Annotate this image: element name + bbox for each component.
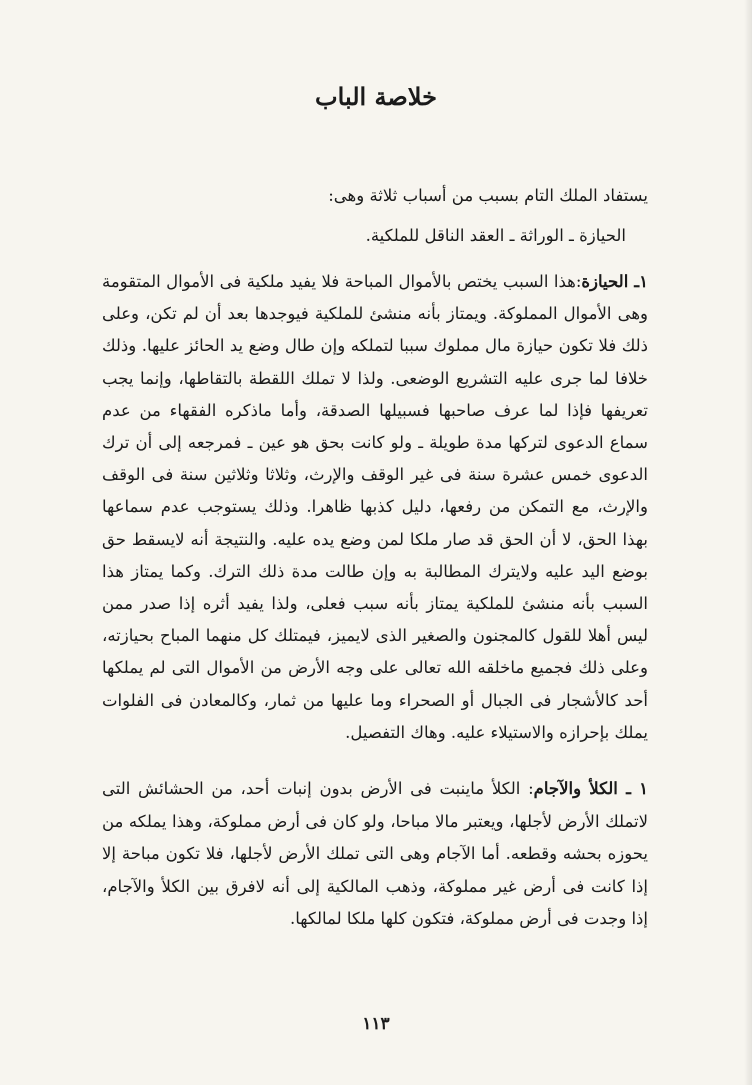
intro-line-1: يستفاد الملك التام بسبب من أسباب ثلاثة وهى: <box>328 186 648 205</box>
possession-heading: ١ـ الحيازة <box>581 272 648 291</box>
possession-body: :هذا السبب يختص بالأموال المباحة فلا يفيد ملكية فى الأموال المتقومة وهى الأموال المملوكة. ويمتاز بأنه منشئ للملكية فيوجدها بعد أن لم تكن، وعلى ذلك فلا تكون حيازة مال مملوك سببا لتملكه وإن طال وضع يد الحائز عليها. وذلك خلافا لما جرى عليه التشريع الوضعى. ولذا لا تملك اللقطة بالتقاطها، وإنما يجب تعريفها فإذا لما عرف صاحبها فسبيلها الصدقة، وأما ماذكره الفقهاء من عدم سماع الدعوى لتركها مدة طويلة ـ ولو كانت بحق هو عين ـ فمرجعه إلى أن ترك الدعوى خمس عشرة سنة فى غير الوقف والإرث، وثلاثا وثلاثين سنة فى الوقف والإرث، مع التمكن من رفعها، دليل كذبها ظاهرا. وذلك يستوجب عدم سماعها بهذا الحق، لا أن الحق قد صار ملكا لمن وضع يده عليه. والنتيجة أنه لايسقط حق بوضع اليد عليه ولايترك المطالبة به وإن طالت مدة ذلك الترك. وكما يمتاز هذا السبب بأنه منشئ للملكية يمتاز بأنه سبب فعلى، ولذا يفيد أثره إذا صدر ممن ليس أهلا للقول كالمجنون والصغير الذى لايميز، فيمتلك كل منهما المباح بحيازته، وعلى ذلك فجميع ماخلقه الله تعالى على وجه الأرض من الأموال التى لم يملكها أحد كالأشجار فى الجبال أو الصحراء وما عليها من ثمار، وكالمعادن فى الفلوات يملك بإحرازه والاستيلاء عليه. وهاك التفصيل. <box>102 272 648 742</box>
page-edge-shadow <box>744 0 752 1085</box>
intro-paragraph <box>102 176 648 256</box>
chapter-summary-title: خلاصة الباب <box>315 82 437 111</box>
pasture-body: : الكلأ ماينبت فى الأرض بدون إنبات أحد، من الحشائش التى لاتملك الأرض لأجلها، ويعتبر مالا مباحا، ولو كان فى أرض مملوكة، وهذا يملكه من يحوزه بحشه وقطعه. أما الآجام وهى التى تملك الأرض لأجلها، فلا تكون مباحة إلا إذا كانت فى أرض غير مملوكة، وذهب المالكية إلى أنه لافرق بين الكلأ والآجام، إذا وجدت فى أرض مملوكة، فتكون كلها ملكا لمالكها. <box>102 779 648 929</box>
page-number: ١١٣ <box>362 1014 390 1034</box>
intro-line-2: الحيازة ـ الوراثة ـ العقد الناقل للملكية. <box>365 226 626 245</box>
pasture-paragraph <box>102 773 648 936</box>
possession-paragraph <box>102 266 648 749</box>
pasture-heading: ١ ـ الكلأ والآجام <box>533 779 649 798</box>
